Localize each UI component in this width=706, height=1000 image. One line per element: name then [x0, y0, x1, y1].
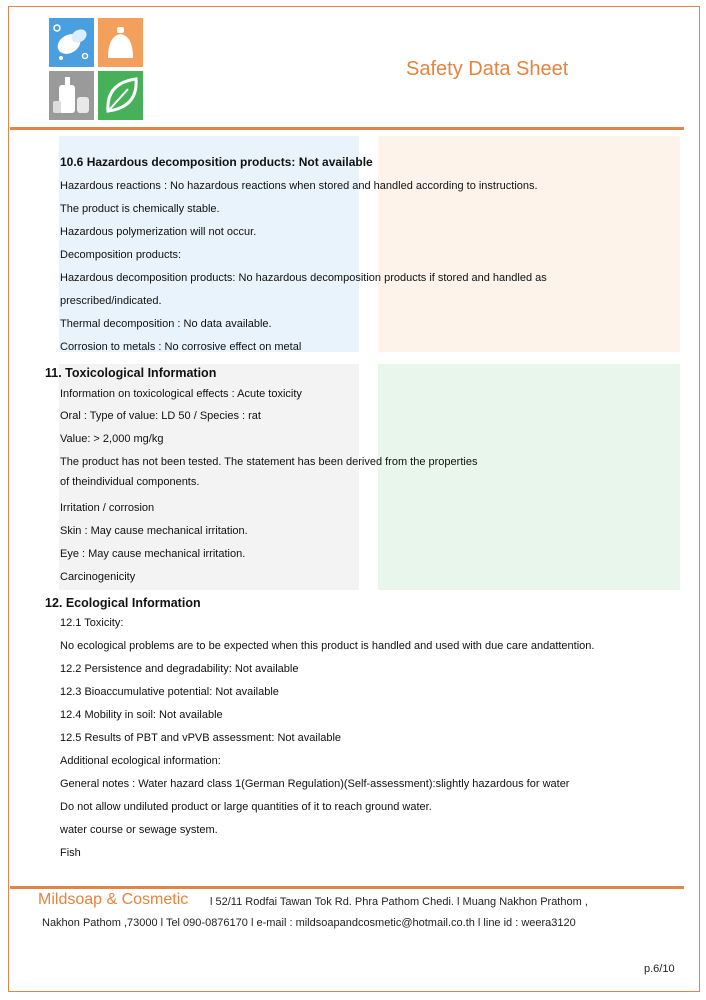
text-line: Value: > 2,000 mg/kg [60, 433, 164, 445]
text-line: Irritation / corrosion [60, 502, 155, 514]
text-line: of theindividual components. [60, 476, 200, 488]
footer-address-line1: l 52/11 Rodfai Tawan Tok Rd. Phra Pathom Chedi. l Muang Nakhon Prathom , [210, 896, 588, 908]
section-heading-ecological: 12. Ecological Information [45, 596, 201, 610]
text-line: Additional ecological information: [60, 755, 221, 767]
page-number: p.6/10 [644, 963, 675, 975]
document-title: Safety Data Sheet [406, 58, 569, 80]
text-line: The product has not been tested. The statement has been derived from the properties [60, 456, 478, 468]
footer-brand: Mildsoap & Cosmetic [38, 891, 189, 908]
text-line: Hazardous decomposition products: No hazardous decomposition products if stored and handled as [60, 272, 547, 284]
text-line: 12.1 Toxicity: [60, 617, 124, 629]
text-line: Skin : May cause mechanical irritation. [60, 525, 248, 537]
text-line: The product is chemically stable. [60, 203, 220, 215]
text-line: Thermal decomposition : No data available. [60, 318, 272, 330]
text-line: General notes : Water hazard class 1(German Regulation)(Self-assessment):slightly hazardous for water [60, 778, 570, 790]
text-line: Information on toxicological effects : Acute toxicity [60, 388, 302, 400]
text-line: Hazardous polymerization will not occur. [60, 226, 257, 238]
text-line: Decomposition products: [60, 249, 182, 261]
text-line: 12.2 Persistence and degradability: Not available [60, 663, 299, 675]
text-line: Carcinogenicity [60, 571, 136, 583]
text-line: Oral : Type of value: LD 50 / Species : rat [60, 410, 261, 422]
text-line: 12.5 Results of PBT and vPVB assessment: Not available [60, 732, 342, 744]
footer-divider [10, 886, 684, 889]
text-line: No ecological problems are to be expected when this product is handled and used with due care andattention. [60, 640, 595, 652]
section-heading-toxicological: 11. Toxicological Information [45, 366, 217, 380]
text-line: water course or sewage system. [60, 824, 218, 836]
text-line: Fish [60, 847, 81, 859]
text-line: Eye : May cause mechanical irritation. [60, 548, 246, 560]
text-line: prescribed/indicated. [60, 295, 162, 307]
text-line: 12.3 Bioaccumulative potential: Not available [60, 686, 279, 698]
text-line: Do not allow undiluted product or large quantities of it to reach ground water. [60, 801, 432, 813]
text-line: Hazardous reactions : No hazardous reactions when stored and handled according to instructions. [60, 180, 538, 192]
text-line: 12.4 Mobility in soil: Not available [60, 709, 223, 721]
text-line: Corrosion to metals : No corrosive effect on metal [60, 341, 302, 353]
footer-address-line2: Nakhon Pathom ,73000 l Tel 090-0876170 l e-mail : mildsoapandcosmetic@hotmail.co.th l line id : weera3120 [42, 917, 576, 929]
subsection-heading: 10.6 Hazardous decomposition products: Not available [60, 155, 373, 169]
